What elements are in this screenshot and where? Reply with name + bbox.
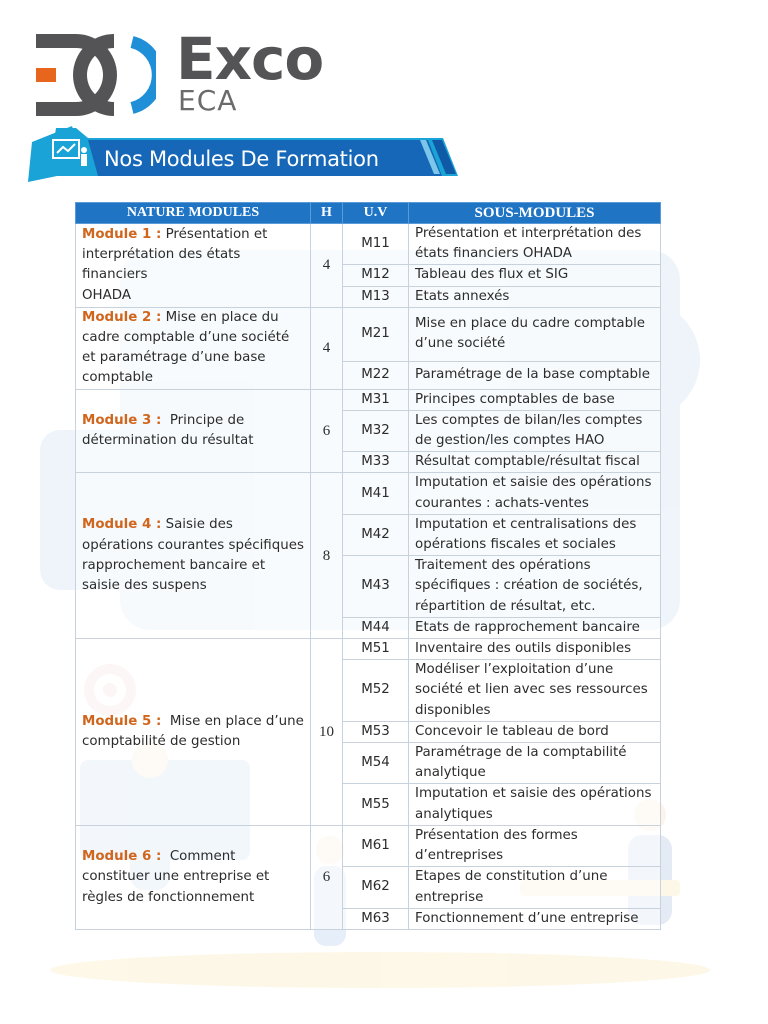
submodule-code: M33 bbox=[343, 452, 409, 473]
submodule-code: M21 bbox=[343, 307, 409, 361]
module-title: Présentation et interprétation des états financiers bbox=[82, 227, 272, 283]
submodule-code: M63 bbox=[343, 908, 409, 929]
submodule-description: Inventaire des outils disponibles bbox=[409, 639, 661, 660]
table-row bbox=[76, 224, 661, 265]
table-row bbox=[76, 389, 661, 410]
submodule-code: M55 bbox=[343, 784, 409, 825]
modules-table bbox=[75, 202, 661, 930]
module-hours: 4 bbox=[311, 307, 343, 389]
module-title: Mise en place d’une comptabilité de gestion bbox=[82, 713, 309, 749]
submodule-description: Fonctionnement d’une entreprise bbox=[409, 908, 661, 929]
section-title: Nos Modules De Formation bbox=[104, 147, 379, 171]
table-body bbox=[76, 224, 661, 930]
submodule-description: Concevoir le tableau de bord bbox=[409, 721, 661, 742]
header-nature-modules: NATURE MODULES bbox=[76, 203, 311, 224]
module-hours: 6 bbox=[311, 389, 343, 473]
submodule-code: M13 bbox=[343, 286, 409, 307]
module-label: Module 2 : bbox=[82, 309, 162, 325]
exco-logo bbox=[36, 25, 326, 118]
submodule-description: Les comptes de bilan/les comptes de gestion/les comptes HAO bbox=[409, 410, 661, 451]
header-uv: U.V bbox=[343, 203, 409, 224]
submodule-description: Imputation et centralisations des opérations fiscales et sociales bbox=[409, 514, 661, 555]
submodule-description: Paramétrage de la base comptable bbox=[409, 361, 661, 389]
module-label: Module 1 : bbox=[82, 227, 162, 242]
submodule-code: M52 bbox=[343, 660, 409, 722]
submodule-code: M22 bbox=[343, 361, 409, 389]
module-title: Principe de détermination du résultat bbox=[82, 412, 254, 449]
submodule-code: M32 bbox=[343, 410, 409, 451]
module-hours: 6 bbox=[311, 825, 343, 929]
module-title: Comment constituer une entreprise et règles de fonctionnement bbox=[82, 849, 274, 905]
logo-wordmark: Exco bbox=[176, 25, 324, 93]
module-hours: 4 bbox=[311, 224, 343, 308]
submodule-description: Présentation et interprétation des états financiers OHADA bbox=[409, 224, 661, 265]
module-title: Saisie des opérations courantes spécifiques rapprochement bancaire et saisie des suspens bbox=[82, 517, 309, 593]
table-row bbox=[76, 825, 661, 866]
exco-logo-mark-icon bbox=[36, 34, 156, 116]
logo-subtitle: ECA bbox=[178, 84, 238, 117]
submodule-code: M42 bbox=[343, 514, 409, 555]
submodule-description: Mise en place du cadre comptable d’une société bbox=[409, 307, 661, 361]
module-label: Module 3 : bbox=[82, 412, 162, 428]
module-hours: 10 bbox=[311, 639, 343, 826]
module-label: Module 6 : bbox=[82, 849, 162, 865]
module-description bbox=[76, 389, 311, 473]
table-header-row bbox=[76, 203, 661, 224]
submodule-code: M12 bbox=[343, 265, 409, 286]
table-row bbox=[76, 473, 661, 514]
submodule-code: M62 bbox=[343, 867, 409, 908]
presentation-board-icon bbox=[52, 138, 92, 168]
header-hours: H bbox=[311, 203, 343, 224]
submodule-code: M51 bbox=[343, 639, 409, 660]
submodule-description: Etats de rapprochement bancaire bbox=[409, 617, 661, 638]
submodule-description: Présentation des formes d’entreprises bbox=[409, 825, 661, 866]
submodule-description: Etapes de constitution d’une entreprise bbox=[409, 867, 661, 908]
submodule-description: Etats annexés bbox=[409, 286, 661, 307]
submodule-code: M11 bbox=[343, 224, 409, 265]
submodule-code: M54 bbox=[343, 743, 409, 784]
submodule-description: Modéliser l’exploitation d’une société et lien avec ses ressources disponibles bbox=[409, 660, 661, 722]
submodule-code: M31 bbox=[343, 389, 409, 410]
module-label: Module 4 : bbox=[82, 517, 162, 533]
table-row bbox=[76, 307, 661, 361]
header-sous-modules: SOUS-MODULES bbox=[409, 203, 661, 224]
module-description bbox=[76, 224, 311, 308]
submodule-description: Principes comptables de base bbox=[409, 389, 661, 410]
submodule-code: M44 bbox=[343, 617, 409, 638]
module-description bbox=[76, 473, 311, 639]
submodule-description: Imputation et saisie des opérations courantes : achats-ventes bbox=[409, 473, 661, 514]
submodule-description: Traitement des opérations spécifiques : création de sociétés, répartition de résultat, etc. bbox=[409, 556, 661, 618]
table-row bbox=[76, 639, 661, 660]
module-description bbox=[76, 825, 311, 929]
submodule-description: Paramétrage de la comptabilité analytique bbox=[409, 743, 661, 784]
submodule-description: Tableau des flux et SIG bbox=[409, 265, 661, 286]
module-hours: 8 bbox=[311, 473, 343, 639]
module-description bbox=[76, 639, 311, 826]
submodule-description: Imputation et saisie des opérations analytiques bbox=[409, 784, 661, 825]
module-title-extra: OHADA bbox=[82, 287, 132, 303]
submodule-code: M53 bbox=[343, 721, 409, 742]
submodule-code: M43 bbox=[343, 556, 409, 618]
module-label: Module 5 : bbox=[82, 713, 162, 729]
module-description bbox=[76, 307, 311, 389]
module-title: Mise en place du cadre comptable d’une société et paramétrage d’une base comptable bbox=[82, 309, 294, 386]
submodule-description: Résultat comptable/résultat fiscal bbox=[409, 452, 661, 473]
submodule-code: M41 bbox=[343, 473, 409, 514]
submodule-code: M61 bbox=[343, 825, 409, 866]
